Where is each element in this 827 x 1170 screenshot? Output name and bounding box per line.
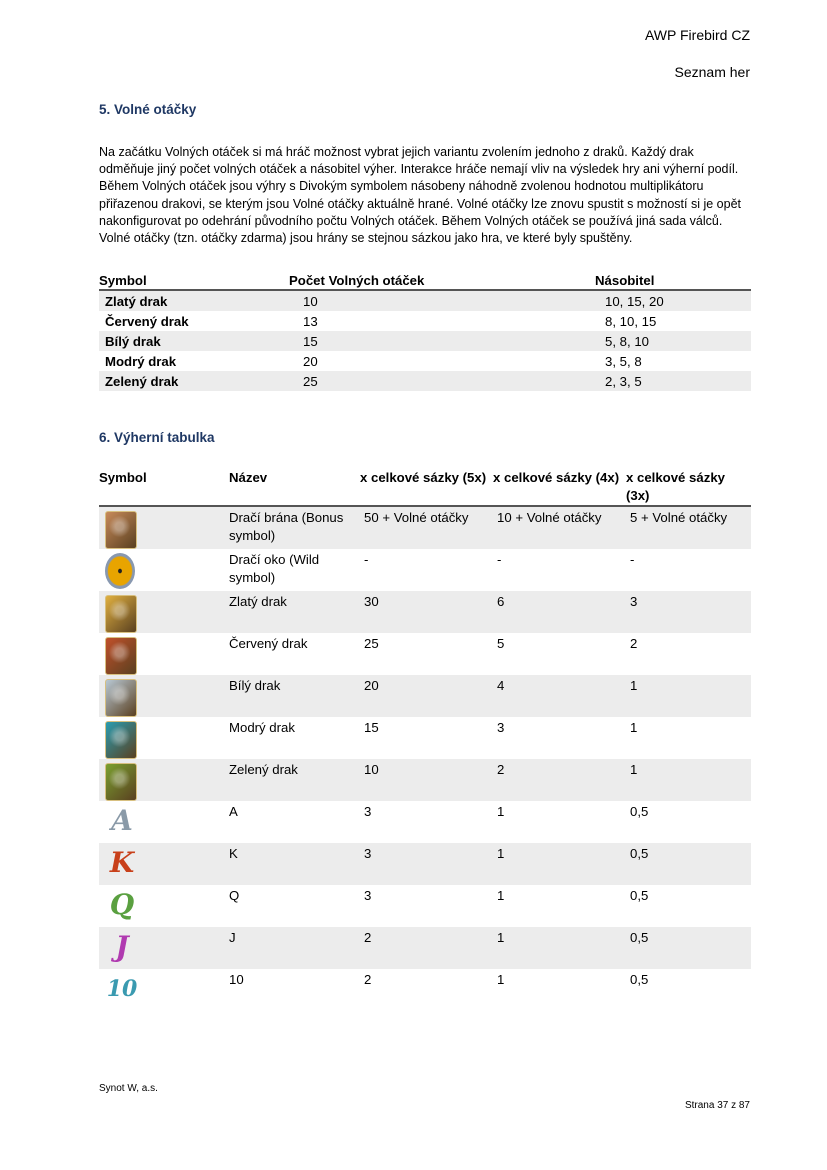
footer-company: Synot W, a.s. <box>99 1083 158 1094</box>
white-dragon-icon <box>105 679 137 717</box>
symbol-name: Q <box>229 888 240 903</box>
symbol-name: Bílý drak <box>229 675 360 717</box>
payout-4x: 10 + Volné otáčky <box>493 506 626 549</box>
table-row <box>99 311 751 331</box>
payout-4x: 2 <box>493 759 626 801</box>
free-spins-note: Volné otáčky (tzn. otáčky zdarma) jsou hrány se stejnou sázkou jako hra, ve které byly spuštěny. <box>99 231 633 246</box>
column-header: x celkové sázky (5x) <box>360 469 493 506</box>
payout-3x: 0,5 <box>626 927 751 969</box>
payout-4x: 6 <box>493 591 626 633</box>
payout-5x: 2 <box>360 927 493 969</box>
payout-4x: 1 <box>493 927 626 969</box>
symbol-cell <box>99 927 229 969</box>
payout-3x: 1 <box>626 675 751 717</box>
multiplier-values: 5, 8, 10 <box>595 331 751 351</box>
symbol-cell <box>99 506 229 549</box>
symbol-cell <box>99 801 229 843</box>
table-row <box>99 506 751 549</box>
payout-4x: - <box>497 552 502 567</box>
payout-5x: 20 <box>360 675 493 717</box>
dragon-name: Zelený drak <box>99 371 289 391</box>
dragon-name: Bílý drak <box>99 331 289 351</box>
symbol-cell <box>99 843 229 885</box>
payout-5x: 25 <box>364 636 379 651</box>
symbol-cell <box>99 717 229 759</box>
payout-4x: 1 <box>497 888 505 903</box>
symbol-cell <box>99 633 229 675</box>
free-spins-count: 10 <box>289 290 595 311</box>
payout-4x: 4 <box>493 675 626 717</box>
column-header: Počet Volných otáček <box>289 270 595 290</box>
payout-5x: 3 <box>360 843 493 885</box>
symbol-name: Zlatý drak <box>229 591 360 633</box>
table-row <box>99 290 751 311</box>
symbol-name: Zelený drak <box>229 759 360 801</box>
section-5-text <box>99 144 749 247</box>
payout-5x: 3 <box>364 888 372 903</box>
king-symbol-icon: K <box>109 846 135 879</box>
symbol-name: A <box>229 804 238 819</box>
symbol-name: K <box>229 843 360 885</box>
multiplier-values: 2, 3, 5 <box>595 371 751 391</box>
paytable <box>99 469 751 1011</box>
section-5-heading: 5. Volné otáčky <box>99 102 197 117</box>
payout-5x: - <box>364 552 369 567</box>
symbol-name: J <box>229 927 360 969</box>
green-dragon-icon <box>105 763 137 801</box>
payout-4x: 1 <box>493 843 626 885</box>
symbol-cell <box>99 969 229 1011</box>
payout-3x: 0,5 <box>626 843 751 885</box>
queen-symbol-icon: Q <box>109 888 135 921</box>
document-title: AWP Firebird CZ <box>644 27 750 43</box>
payout-4x: 5 <box>497 636 505 651</box>
table-row <box>99 331 751 351</box>
free-spins-description: Na začátku Volných otáček si má hráč možnost vybrat jejich variantu zvolením jednoho z draků. Každý drak odměňuje jiný počet volných otáček a násobitel výher. Interakce hráče nemají vliv na výsledek hry ani výherní podíl. Během Volných otáček jsou výhry s Divokým symbolem násobeny náhodně zvolenou hodnotou multiplikátoru přiřazenou drakovi, se kterým jsou Volné otáčky aktuálně hrané. Volné otáčky lze znovu spustit s možností si je opět nakonfigurovat po odehrání původního počtu Volných otáček. Během Volných otáček se používá jiná sada válců. <box>99 145 742 228</box>
payout-3x: 0,5 <box>630 972 649 987</box>
symbol-cell <box>99 885 229 927</box>
dragon-name: Zlatý drak <box>99 290 289 311</box>
table-row <box>99 549 751 591</box>
payout-3x: 5 + Volné otáčky <box>626 506 751 549</box>
free-spins-count: 25 <box>289 371 595 391</box>
dragon-gate-bonus-icon <box>105 511 137 549</box>
table-row <box>99 885 751 927</box>
document-subtitle: Seznam her <box>674 64 750 80</box>
payout-5x: 50 + Volné otáčky <box>360 506 493 549</box>
payout-3x: 1 <box>630 720 638 735</box>
multiplier-values: 10, 15, 20 <box>595 290 751 311</box>
dragon-name: Modrý drak <box>105 354 177 369</box>
symbol-cell <box>99 549 229 591</box>
free-spins-count: 15 <box>289 331 595 351</box>
table-row <box>99 717 751 759</box>
payout-5x: 15 <box>364 720 379 735</box>
column-header: Název <box>229 469 360 506</box>
payout-3x: 0,5 <box>630 804 649 819</box>
payout-3x: - <box>630 552 635 567</box>
payout-3x: 1 <box>626 759 751 801</box>
table-row <box>99 759 751 801</box>
column-header: x celkové sázky (4x) <box>493 469 626 506</box>
column-header: Symbol <box>99 270 289 290</box>
red-dragon-icon <box>105 637 137 675</box>
table-row <box>99 633 751 675</box>
symbol-name: Dračí oko (Wild symbol) <box>229 552 320 585</box>
symbol-cell <box>99 759 229 801</box>
symbol-cell <box>99 675 229 717</box>
payout-5x: 3 <box>364 804 372 819</box>
ten-symbol-icon: 10 <box>106 976 138 1002</box>
table-header-row <box>99 469 751 506</box>
payout-5x: 10 <box>360 759 493 801</box>
jack-symbol-icon: J <box>115 930 129 963</box>
table-row <box>99 351 751 371</box>
table-row <box>99 675 751 717</box>
payout-3x: 3 <box>626 591 751 633</box>
symbol-name: 10 <box>229 972 244 987</box>
table-header-row <box>99 270 751 290</box>
multiplier-values: 8, 10, 15 <box>605 314 657 329</box>
payout-5x: 2 <box>364 972 372 987</box>
payout-3x: 2 <box>630 636 638 651</box>
multiplier-values: 3, 5, 8 <box>605 354 642 369</box>
symbol-name: Modrý drak <box>229 720 295 735</box>
column-header: x celkové sázky (3x) <box>626 469 751 506</box>
table-row <box>99 969 751 1011</box>
table-row <box>99 843 751 885</box>
dragon-name: Červený drak <box>105 314 189 329</box>
symbol-name: Červený drak <box>229 636 308 651</box>
free-spins-count: 20 <box>303 354 318 369</box>
table-row <box>99 371 751 391</box>
page-number: Strana 37 z 87 <box>684 1100 750 1111</box>
column-header: Symbol <box>99 469 229 506</box>
column-header: Násobitel <box>595 270 751 290</box>
table-row <box>99 927 751 969</box>
table-row <box>99 591 751 633</box>
payout-4x: 1 <box>497 972 505 987</box>
payout-4x: 1 <box>497 804 505 819</box>
payout-5x: 30 <box>360 591 493 633</box>
symbol-cell <box>99 591 229 633</box>
symbol-name: Dračí brána (Bonus symbol) <box>229 506 360 549</box>
table-row <box>99 801 751 843</box>
gold-dragon-icon <box>105 595 137 633</box>
payout-4x: 3 <box>497 720 505 735</box>
dragon-eye-wild-icon <box>105 553 135 589</box>
free-spins-table <box>99 270 751 391</box>
ace-symbol-icon: A <box>111 804 133 837</box>
payout-3x: 0,5 <box>630 888 649 903</box>
free-spins-count: 13 <box>303 314 318 329</box>
blue-dragon-icon <box>105 721 137 759</box>
section-6-heading: 6. Výherní tabulka <box>99 430 215 445</box>
